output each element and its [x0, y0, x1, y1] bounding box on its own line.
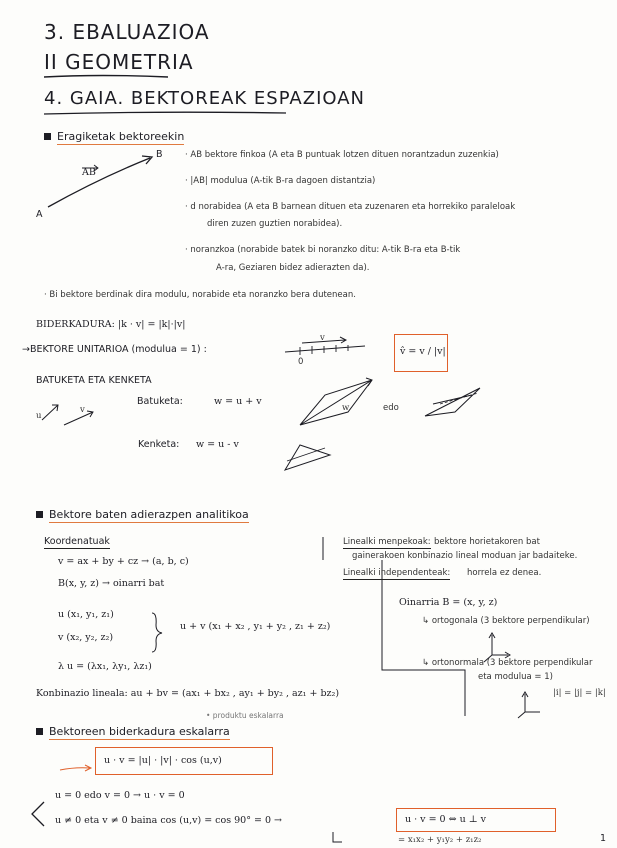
- kenketa-formula: w = u - v: [196, 439, 239, 450]
- analytic-divider: [323, 537, 465, 716]
- v-coords: v (x₂, y₂, z₂): [58, 632, 114, 643]
- ops-section-title: Eragiketak bektoreekin: [44, 131, 184, 142]
- v-arrow: [64, 411, 93, 425]
- ops-item-1: · AB bektore finkoa (A eta B puntuak lotzen dituen norantzadun zuzenkia): [185, 150, 499, 160]
- scalar-section-title: Bektoreen biderkadura eskalarra: [36, 726, 230, 737]
- ortonormal-text1: ↳ ortonormala (3 bektore perpendikular: [422, 658, 593, 668]
- batuketa-title: BATUKETA ETA KENKETA: [36, 375, 152, 386]
- lambda-coords: λ u = (λx₁, λy₁, λz₁): [58, 661, 152, 672]
- scalar-case-1: u = 0 edo v = 0 → u · v = 0: [55, 790, 185, 801]
- unit-heading: 3. EBALUAZIOA: [44, 20, 210, 44]
- scalar-note: • produktu eskalarra: [206, 711, 284, 720]
- topic-heading: 4. GAIA. BEKTOREAK ESPAZIOAN: [44, 88, 366, 109]
- sum-w-label: w: [342, 403, 350, 413]
- case-bracket: [32, 802, 44, 826]
- number-line-v-label: v: [320, 333, 325, 343]
- v-vector-label: v: [80, 405, 85, 415]
- ortonormal-text3: |i| = |j| = |k|: [553, 688, 606, 698]
- ops-item-3b: diren zuzen guztien norabidea).: [207, 219, 343, 229]
- scalar-formula-box: [95, 747, 273, 775]
- scalar-component-formula: = x₁x₂ + y₁y₂ + z₁z₂: [398, 835, 482, 845]
- number-line: [285, 346, 365, 352]
- unit-formula: v̂ = v / |v|: [400, 346, 446, 357]
- perpendicular-rule: u · v = 0 ⇔ u ⊥ v: [405, 814, 487, 825]
- section-bullet-icon: [44, 133, 51, 140]
- diff-diagram: [425, 388, 480, 416]
- coords-line1: v = ax + by + cz → (a, b, c): [58, 556, 189, 567]
- ortonormal-axes: [518, 694, 540, 718]
- perpendicular-box: [396, 808, 556, 832]
- ops-item-4: · noranzkoa (norabide batek bi noranzko ditu: A-tik B-ra eta B-tik: [185, 245, 461, 255]
- number-line-zero: 0: [298, 357, 304, 367]
- point-a-label: A: [36, 209, 43, 220]
- ab-vector-line: [48, 158, 150, 207]
- independent-title: Linealki independenteak:: [343, 568, 451, 578]
- chapter-heading: II GEOMETRIA: [44, 50, 194, 74]
- coord-brace: [152, 613, 162, 652]
- unitarioa-rule: →BEKTORE UNITARIOA (modulua = 1) :: [22, 344, 207, 355]
- coords-title: Koordenatuak: [44, 536, 110, 547]
- chapter-underline: [44, 76, 168, 78]
- section-bullet-icon: [36, 511, 43, 518]
- analytic-section-title: Bektore baten adierazpen analitikoa: [36, 509, 249, 520]
- dependent-title: Linealki menpekoak:: [343, 537, 431, 547]
- linear-combination: Konbinazio lineala: au + bv = (ax₁ + bx₂ , ay₁ + by₂ , az₁ + bz₂): [36, 688, 340, 699]
- scalar-formula: u · v = |u| · |v| · cos (u,v): [104, 755, 222, 766]
- basis-title: Oinarria B = (x, y, z): [399, 597, 498, 608]
- u-arrow: [42, 405, 58, 420]
- ops-equal-vectors: · Bi bektore berdinak dira modulu, norabide eta noranzko bera dutenean.: [44, 290, 356, 300]
- ab-label: AB: [82, 167, 96, 178]
- ortogonal-text: ↳ ortogonala (3 bektore perpendikular): [422, 616, 590, 626]
- biderkadura-rule: BIDERKADURA: |k · v| = |k|·|v|: [36, 319, 186, 330]
- scalar-case-2: u ≠ 0 eta v ≠ 0 baina cos (u,v) = cos 90° = 0 →: [55, 815, 282, 826]
- dependent-text1: bektore horietakoren bat: [434, 537, 540, 547]
- edo-label: edo: [383, 403, 399, 413]
- point-b-label: B: [156, 149, 163, 160]
- ortonormal-text2: eta modulua = 1): [478, 672, 553, 682]
- ops-item-4b: A-ra, Geziaren bidez adierazten da).: [216, 263, 370, 273]
- u-coords: u (x₁, y₁, z₁): [58, 609, 114, 620]
- page-number: 1: [600, 833, 607, 844]
- dependent-text2: gainerakoen konbinazio lineal moduan jar badaiteke.: [352, 551, 578, 561]
- ops-item-3: · d norabidea (A eta B barnean dituen eta zuzenaren eta horrekiko paraleloak: [185, 202, 516, 212]
- batuketa-label: Batuketa:: [137, 396, 183, 407]
- sum-coords: u + v (x₁ + x₂ , y₁ + y₂ , z₁ + z₂): [180, 621, 331, 632]
- coords-line2: B(x, y, z) → oinarri bat: [58, 578, 165, 589]
- kenketa-label: Kenketa:: [138, 439, 180, 450]
- u-vector-label: u: [36, 411, 42, 421]
- ops-item-2: · |AB| modulua (A-tik B-ra dagoen distantzia): [185, 176, 376, 186]
- unit-formula-box: [394, 334, 448, 372]
- sum-diagram: [300, 380, 372, 425]
- section-bullet-icon: [36, 728, 43, 735]
- independent-text: horrela ez denea.: [467, 568, 542, 578]
- batuketa-formula: w = u + v: [214, 396, 262, 407]
- topic-underline: [44, 112, 286, 114]
